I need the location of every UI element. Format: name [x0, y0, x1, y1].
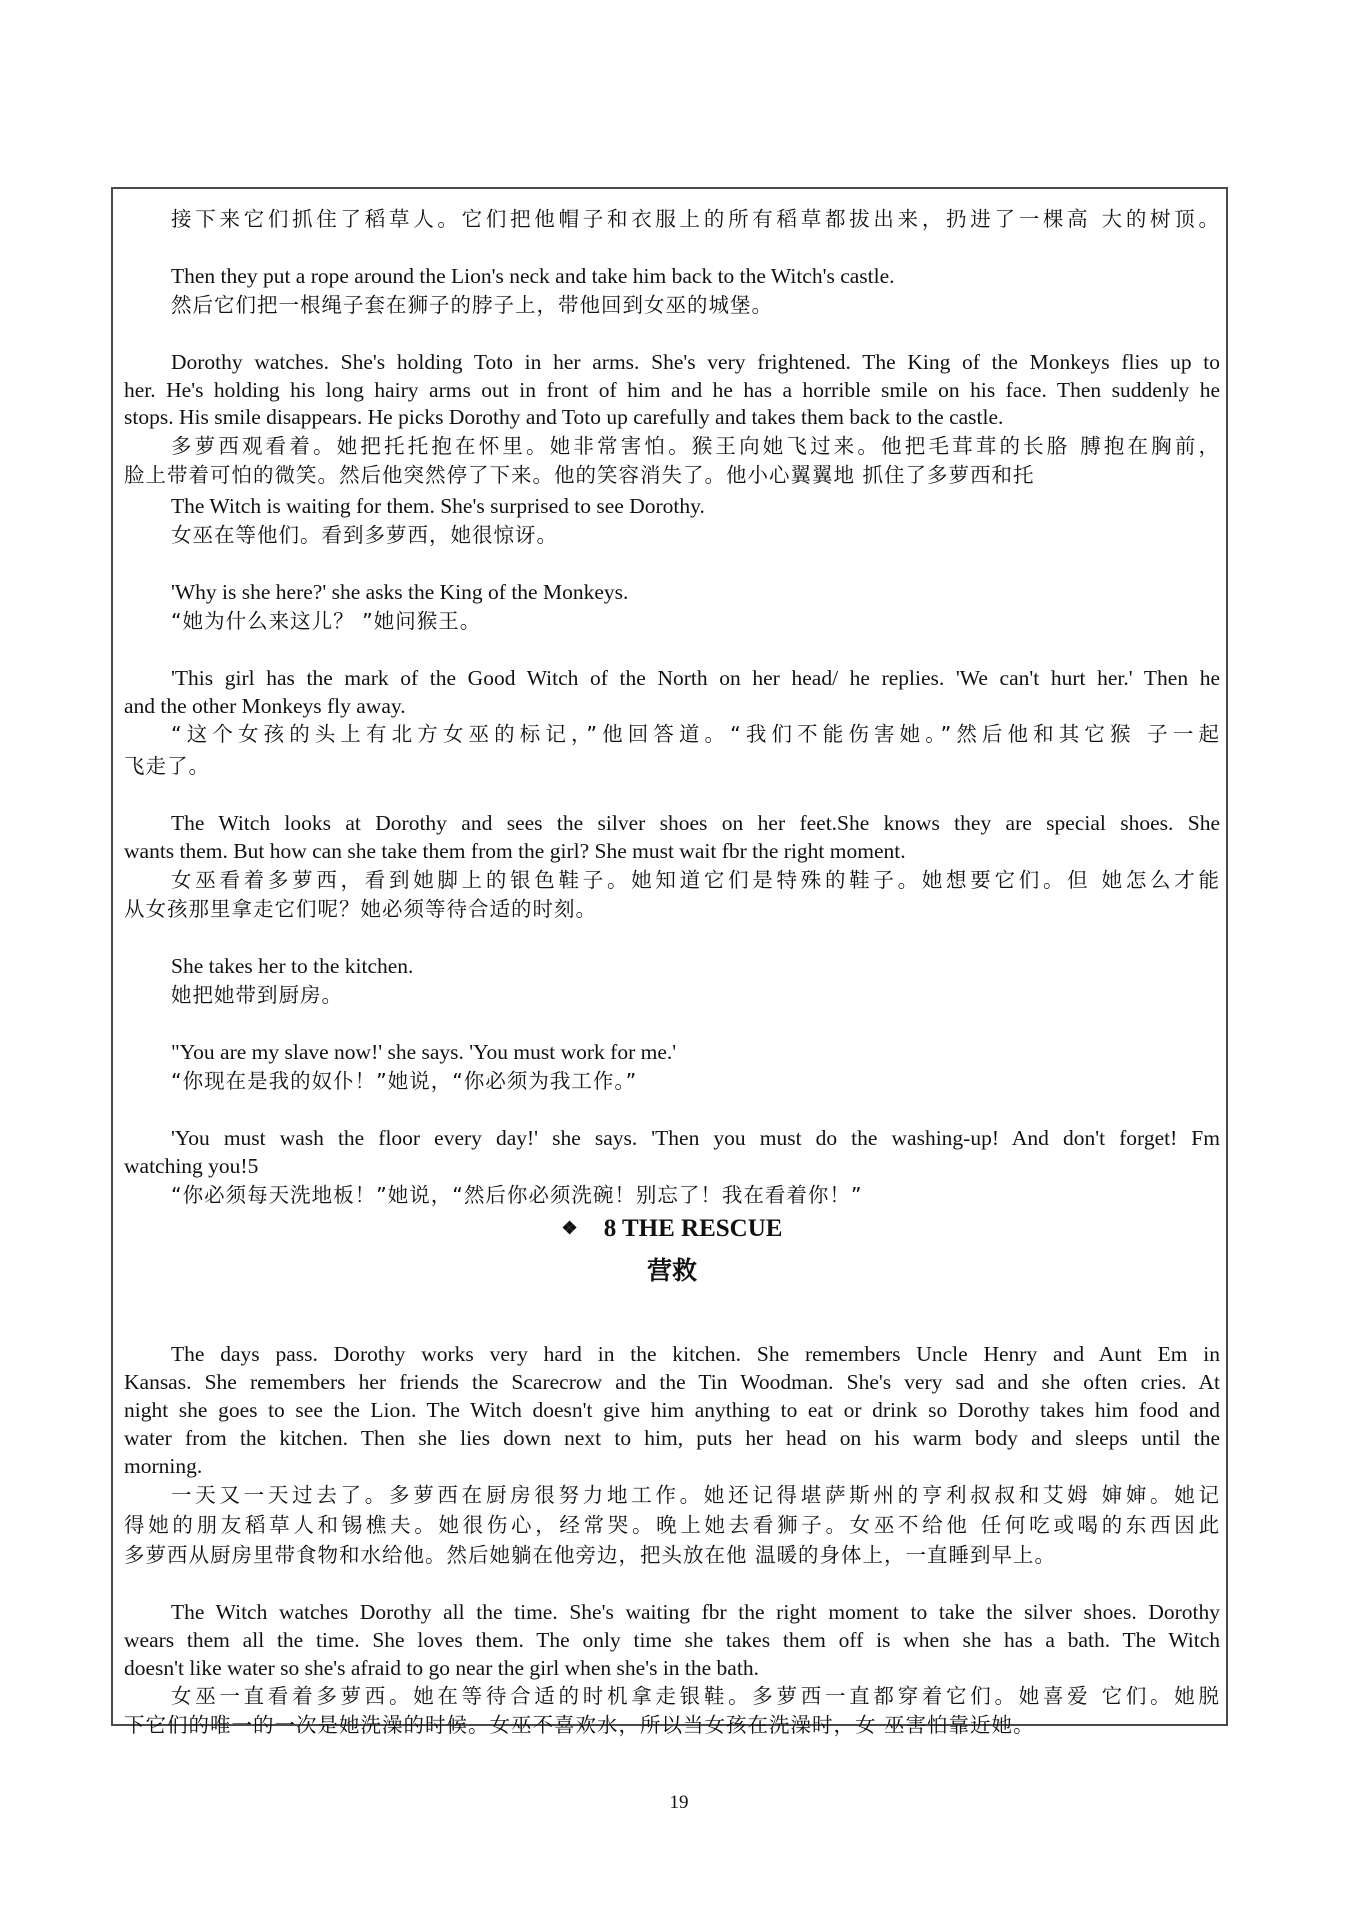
english-text-line: night she goes to see the Lion. The Witch doesn't give him anything to eat or drink so Dorothy takes him food and [124, 1398, 1220, 1422]
chinese-text-line: 脸上带着可怕的微笑。然后他突然停了下来。他的笑容消失了。他小心翼翼地 抓住了多萝西和托 [124, 463, 1035, 487]
english-text-line: her. He's holding his long hairy arms out in front of him and he has a horrible smile on his face. Then suddenly he [124, 378, 1220, 402]
english-text-line: 'You must wash the floor every day!' she says. 'Then you must do the washing-up! And don't forget! Fm [171, 1126, 1220, 1150]
english-text-line: Dorothy watches. She's holding Toto in her arms. She's very frightened. The King of the Monkeys flies up to [171, 350, 1220, 374]
chinese-text-line: “她为什么来这儿？ ”她问猴王。 [171, 609, 482, 633]
chinese-text-line: 接下来它们抓住了稻草人。它们把他帽子和衣服上的所有稻草都拔出来，扔进了一棵高 大的树顶。 [171, 207, 1220, 231]
chinese-text-line: 得她的朋友稻草人和锡樵夫。她很伤心，经常哭。晚上她去看狮子。女巫不给他 任何吃或喝的东西因此 [124, 1513, 1220, 1537]
english-text-line: "You are my slave now!' she says. 'You must work for me.' [171, 1040, 677, 1064]
english-text-line: 'Why is she here?' she asks the King of the Monkeys. [171, 580, 629, 604]
section-title-chinese: 营救 [646, 1256, 697, 1285]
english-text-line: doesn't like water so she's afraid to go near the girl when she's in the bath. [124, 1656, 759, 1680]
section-heading [124, 1213, 1220, 1244]
chinese-text-line: “你必须每天洗地板！”她说，“然后你必须洗碗！别忘了！我在看着你！” [171, 1183, 863, 1207]
chinese-text-line: 从女孩那里拿走它们呢？她必须等待合适的时刻。 [124, 897, 597, 921]
chinese-text-line: 下它们的唯一的一次是她洗澡的时候。女巫不喜欢水，所以当女孩在洗澡时，女 巫害怕靠近她。 [124, 1713, 1035, 1737]
english-text-line: The Witch looks at Dorothy and sees the silver shoes on her feet.She knows they are special shoes. She [171, 811, 1220, 835]
chinese-text-line: “你现在是我的奴仆！”她说，“你必须为我工作。” [171, 1069, 638, 1093]
english-text-line: water from the kitchen. Then she lies down next to him, puts her head on his warm body and sleeps until the [124, 1426, 1220, 1450]
english-text-line: 'This girl has the mark of the Good Witch of the North on her head/ he replies. 'We can't hurt her.' Then he [171, 666, 1220, 690]
diamond-bullet-icon: ❖ [561, 1218, 578, 1238]
english-text-line: stops. His smile disappears. He picks Dorothy and Toto up carefully and takes them back to the castle. [124, 405, 1004, 429]
page-number: 19 [669, 1792, 689, 1813]
chinese-text-line: “这个女孩的头上有北方女巫的标记，”他回答道。“我们不能伤害她。”然后他和其它猴 子一起 [171, 722, 1220, 746]
english-text-line: wants them. But how can she take them from the girl? She must wait fbr the right moment. [124, 839, 906, 863]
english-text-line: The Witch is waiting for them. She's surprised to see Dorothy. [171, 494, 705, 518]
chinese-text-line: 她把她带到厨房。 [171, 983, 343, 1007]
english-text-line: watching you!5 [124, 1154, 259, 1178]
english-text-line: The Witch watches Dorothy all the time. She's waiting fbr the right moment to take the silver shoes. Dorothy [171, 1600, 1220, 1624]
section-title: 8 THE RESCUE [603, 1215, 783, 1242]
english-text-line: and the other Monkeys fly away. [124, 694, 406, 718]
english-text-line: wears them all the time. She loves them. The only time she takes them off is when she has a bath. The Witch [124, 1628, 1220, 1652]
chinese-text-line: 多萝西从厨房里带食物和水给他。然后她躺在他旁边，把头放在他 温暖的身体上，一直睡到早上。 [124, 1543, 1057, 1567]
english-text-line: The days pass. Dorothy works very hard in the kitchen. She remembers Uncle Henry and Aunt Em in [171, 1342, 1220, 1366]
english-text-line: She takes her to the kitchen. [171, 954, 414, 978]
chinese-text-line: 一天又一天过去了。多萝西在厨房很努力地工作。她还记得堪萨斯州的亨利叔叔和艾姆 婶婶。她记 [171, 1483, 1220, 1507]
chinese-text-line: 然后它们把一根绳子套在狮子的脖子上，带他回到女巫的城堡。 [171, 293, 773, 317]
chinese-text-line: 多萝西观看着。她把托托抱在怀里。她非常害怕。猴王向她飞过来。他把毛茸茸的长胳 膊抱在胸前， [171, 434, 1220, 458]
chinese-text-line: 女巫看着多萝西，看到她脚上的银色鞋子。她知道它们是特殊的鞋子。她想要它们。但 她怎么才能 [171, 868, 1220, 892]
english-text-line: morning. [124, 1454, 203, 1478]
english-text-line: Then they put a rope around the Lion's neck and take him back to the Witch's castle. [171, 264, 895, 288]
english-text-line: Kansas. She remembers her friends the Scarecrow and the Tin Woodman. She's very sad and she often cries. At [124, 1370, 1220, 1394]
chinese-text-line: 女巫一直看着多萝西。她在等待合适的时机拿走银鞋。多萝西一直都穿着它们。她喜爱 它们。她脱 [171, 1684, 1220, 1708]
chinese-text-line: 女巫在等他们。看到多萝西，她很惊讶。 [171, 523, 558, 547]
chinese-text-line: 飞走了。 [124, 754, 210, 778]
